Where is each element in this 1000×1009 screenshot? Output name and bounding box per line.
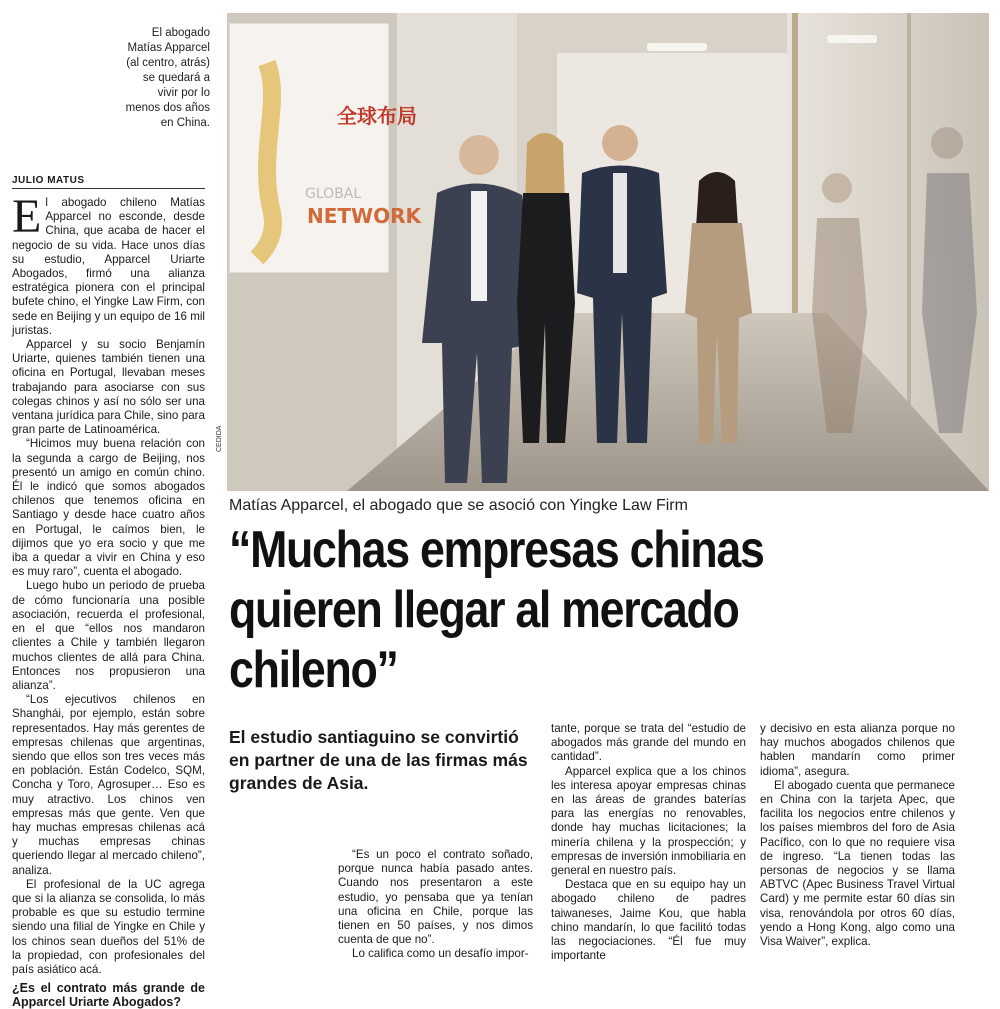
paragraph: Destaca que en su equipo hay un abogado chileno de padres taiwaneses, Jaime Kou, que habla chino mandarín, lo que facilitó todas las negociaciones. “Él fue muy importante — [551, 878, 746, 963]
article-column-3 — [551, 722, 746, 963]
photo-caption: El abogado Matías Apparcel (al centro, atrás) se quedará a vivir por lo menos dos años en China. — [125, 27, 210, 129]
paragraph: “Es un poco el contrato soñado, porque nunca había pasado antes. Cuando nos presentaron a este estudio, yo pensaba que ya tenían una oficina en Chile, porque las tienen en 50 países, y nos dimos cuenta de que no”. — [338, 848, 533, 947]
sign-chinese: 全球布局 — [337, 104, 417, 128]
photo-credit: CEDIDA — [216, 425, 223, 452]
sign-text-2: NETWORK — [307, 204, 422, 228]
paragraph: “Los ejecutivos chilenos en Shanghái, por ejemplo, están sobre representados. Hay más gerentes de empresas chilenas que argentinas, siendo que ellos son tres veces más en población. Están Codelco, SQM, Concha y Toro, Agrosuper… Eso es muy atractivo. Los chinos ven empresas más que gente. Ven que hay muchas empresas chilenas acá y muchas empresas chinas queriendo llegar al mercado chileno”, analiza. — [12, 693, 205, 877]
paragraph: El abogado cuenta que permanece en China con la tarjeta Apec, que facilita los negocios entre chilenos y los países miembros del foro de Asia Pacífico, con lo que no requiere visa de ingreso. “La tienen todas las personas de negocios y se llama ABTVC (Apec Business Travel Virtual Card) y me permite estar 60 días sin visa, renovándola por otros 60 días, yendo a Hong Kong, algo como una Visa Waiver”, explica. — [760, 778, 955, 949]
byline: JULIO MATUS — [12, 175, 205, 189]
paragraph: Luego hubo un periodo de prueba de cómo funcionaría una posible asociación, recuerda el profesional, en el que “ellos nos mandaron clientes a Chile y también llegaron muchos clientes de allá para China. Entonces nos propusieron una alianza”. — [12, 579, 205, 692]
sign-text-1: GLOBAL — [305, 186, 362, 202]
headline: “Muchas empresas chinas quieren llegar al mercado chileno” — [229, 521, 764, 699]
dek: El estudio santiaguino se convirtió en partner de una de las firmas más grandes de Asia. — [229, 727, 528, 793]
kicker: Matías Apparcel, el abogado que se asoció con Yingke Law Firm — [229, 497, 688, 514]
question-subhead: ¿Es el contrato más grande de Apparcel Uriarte Abogados? — [12, 981, 205, 1009]
article-column-2 — [338, 848, 533, 962]
paragraph: y decisivo en esta alianza porque no hay muchos abogados chilenos que hablen mandarín como primer idioma”, asegura. — [760, 722, 955, 778]
article-column-4 — [760, 722, 955, 949]
office-hallway-photo — [227, 13, 989, 491]
paragraph: El profesional de la UC agrega que si la alianza se consolida, lo más probable es que su estudio termine siendo una filial de Yingke en Chile y los chinos sean dueños del 51% de la propiedad, con profesionales del país asiático acá. — [12, 877, 205, 976]
paragraph: Lo califica como un desafío impor- — [352, 947, 529, 961]
article-column-1 — [12, 190, 205, 1009]
paragraph: Apparcel explica que a los chinos les interesa apoyar empresas chinas en las áreas de grandes baterías para las energías no renovables, donde hay muchas licitaciones; la minería chilena y la prospección; y empresas de inversión inmobiliaria en general en nuestro país. — [551, 764, 746, 878]
paragraph: Apparcel y su socio Benjamín Uriarte, quienes también tienen una oficina en Portugal, llevaban meses trabajando para asociarse con sus colegas chinos y así no sólo ser una ventana jurídica para Chile, sino para gran parte de Latinoamérica. — [12, 338, 205, 437]
paragraph: “Hicimos muy buena relación con la segunda a cargo de Beijing, nos presentó un amigo en común chino. Él le indicó que somos abogados chilenos que tenemos oficina en Santiago y desde hace cuatro años en Portugal, le caímos bien, le dijimos que yo era socio y que me iba a quedar a vivir en China y eso es muy raro”, cuenta el abogado. — [12, 437, 205, 579]
paragraph: tante, porque se trata del “estudio de abogados más grande del mundo en cantidad”. — [551, 722, 746, 764]
lead-paragraph: El abogado chileno Matías Apparcel no esconde, desde China, que acaba de hacer el negocio de su vida. Hace unos días su estudio, Apparcel Uriarte Abogados, firmó una alianza estratégica pionera con el principal bufete chino, el Yingke Law Firm, con sede en Beijing y un equipo de 16 mil juristas. — [12, 190, 205, 337]
article-photo — [227, 13, 989, 491]
drop-cap: E — [12, 190, 42, 243]
